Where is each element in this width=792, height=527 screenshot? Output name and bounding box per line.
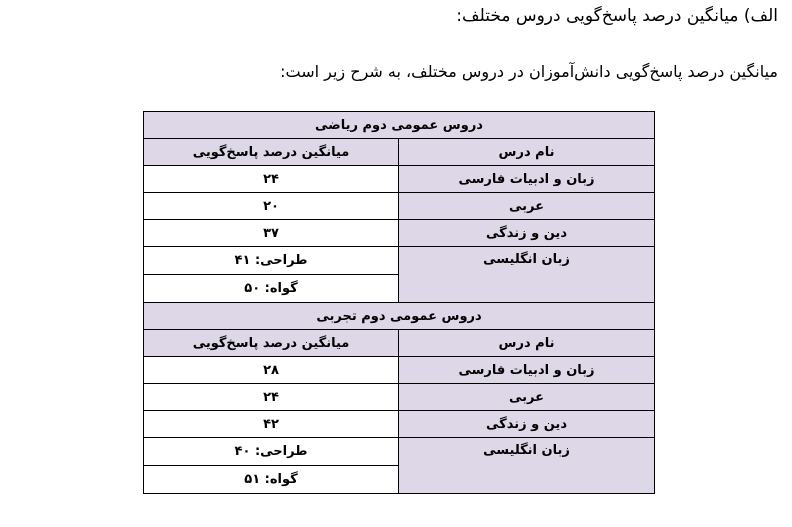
subject-name: زبان انگلیسی: [399, 247, 655, 303]
table-row: [144, 220, 655, 247]
section-title-row: [144, 112, 655, 139]
subject-value: طراحی: ۴۱: [144, 247, 399, 275]
subject-name: عربی: [399, 193, 655, 220]
subject-name: دین و زندگی: [399, 411, 655, 438]
header-row: [144, 139, 655, 166]
section-title: دروس عمومی دوم تجربی: [144, 303, 655, 330]
section-heading: الف) میانگین درصد پاسخ‌گویی دروس مختلف:: [456, 6, 778, 26]
subject-value: گواه: ۵۱: [144, 466, 399, 494]
column-header-name: نام درس: [399, 139, 655, 166]
section-title: دروس عمومی دوم ریاضی: [144, 112, 655, 139]
column-header-name: نام درس: [399, 330, 655, 357]
subject-value: ۲۴: [144, 384, 399, 411]
table-row: [144, 438, 655, 466]
subject-name: زبان و ادبیات فارسی: [399, 357, 655, 384]
subject-name: دین و زندگی: [399, 220, 655, 247]
subject-value: طراحی: ۴۰: [144, 438, 399, 466]
column-header-value: میانگین درصد پاسخ‌گویی: [144, 330, 399, 357]
subject-name: زبان انگلیسی: [399, 438, 655, 494]
subject-value: گواه: ۵۰: [144, 275, 399, 303]
response-rate-table: [143, 111, 655, 494]
section-title-row: [144, 303, 655, 330]
table-row: [144, 384, 655, 411]
subject-name: عربی: [399, 384, 655, 411]
subject-value: ۲۸: [144, 357, 399, 384]
subject-value: ۴۲: [144, 411, 399, 438]
table-row: [144, 193, 655, 220]
header-row: [144, 330, 655, 357]
subject-value: ۳۷: [144, 220, 399, 247]
intro-paragraph: میانگین درصد پاسخ‌گویی دانش‌آموزان در دروس مختلف، به شرح زیر است:: [280, 62, 778, 81]
column-header-value: میانگین درصد پاسخ‌گویی: [144, 139, 399, 166]
subject-value: ۲۴: [144, 166, 399, 193]
table-row: [144, 166, 655, 193]
subject-value: ۲۰: [144, 193, 399, 220]
table-row: [144, 247, 655, 275]
subject-name: زبان و ادبیات فارسی: [399, 166, 655, 193]
table-row: [144, 357, 655, 384]
table-row: [144, 411, 655, 438]
